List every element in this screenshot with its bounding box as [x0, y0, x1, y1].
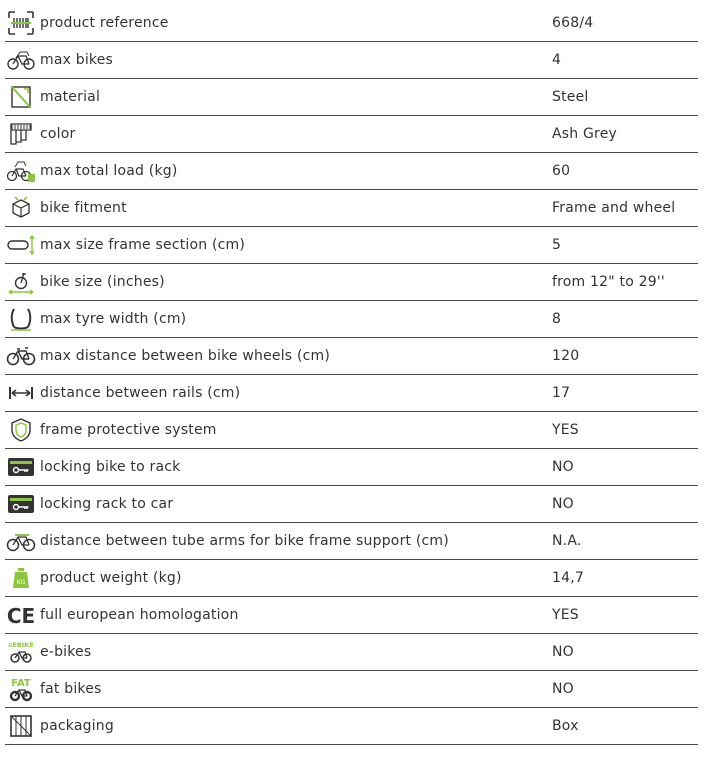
- bikes-icon: [5, 45, 37, 75]
- tyre-width-icon: [5, 304, 37, 334]
- material-icon: [5, 82, 37, 112]
- spec-row-max-total-load: [5, 153, 698, 190]
- spec-value: from 12" to 29'': [552, 274, 665, 290]
- spec-value: YES: [552, 607, 579, 623]
- weight-icon: [5, 563, 37, 593]
- spec-value: 4: [552, 52, 562, 68]
- spec-value: 5: [552, 237, 562, 253]
- spec-value: NO: [552, 496, 574, 512]
- ce-mark-icon: [5, 600, 37, 630]
- spec-row-fat-bikes: [5, 671, 698, 708]
- frame-section-icon: [5, 230, 37, 260]
- spec-value: Steel: [552, 89, 589, 105]
- spec-label: max size frame section (cm): [40, 237, 246, 253]
- spec-value: 120: [552, 348, 580, 364]
- spec-value: NO: [552, 644, 574, 660]
- fitment-icon: [5, 193, 37, 223]
- spec-row-product-reference: [5, 5, 698, 42]
- spec-value: NO: [552, 681, 574, 697]
- lock-car-icon: [5, 489, 37, 519]
- bikes-load-icon: [5, 156, 37, 186]
- fatbike-icon: [5, 674, 37, 704]
- spec-value: YES: [552, 422, 579, 438]
- spec-label: color: [40, 126, 76, 142]
- spec-row-lock-car: [5, 486, 698, 523]
- rails-distance-icon: [5, 378, 37, 408]
- spec-row-e-bikes: [5, 634, 698, 671]
- spec-label: bike size (inches): [40, 274, 165, 290]
- spec-label: locking rack to car: [40, 496, 174, 512]
- spec-label: bike fitment: [40, 200, 127, 216]
- spec-label: max total load (kg): [40, 163, 178, 179]
- spec-row-tube-arms: [5, 523, 698, 560]
- spec-value: 8: [552, 311, 562, 327]
- spec-label: distance between rails (cm): [40, 385, 241, 401]
- wheel-distance-icon: [5, 341, 37, 371]
- spec-row-wheel-distance: [5, 338, 698, 375]
- weight-icon-text: KG: [16, 579, 26, 586]
- spec-label: product reference: [40, 15, 169, 31]
- spec-label: distance between tube arms for bike frame support (cm): [40, 533, 449, 549]
- ebike-icon-text: EBIKE: [12, 641, 34, 649]
- barcode-scan-icon: [5, 8, 37, 38]
- spec-label: max distance between bike wheels (cm): [40, 348, 331, 364]
- spec-row-frame-section: [5, 227, 698, 264]
- spec-label: locking bike to rack: [40, 459, 181, 475]
- spec-row-rails-distance: [5, 375, 698, 412]
- tube-arms-icon: [5, 526, 37, 556]
- spec-value: Box: [552, 718, 579, 734]
- fatbike-icon-text: FAT: [11, 678, 31, 689]
- spec-row-color: [5, 116, 698, 153]
- spec-value: Frame and wheel: [552, 200, 676, 216]
- spec-row-bike-size: [5, 264, 698, 301]
- spec-label: full european homologation: [40, 607, 239, 623]
- spec-row-bike-fitment: [5, 190, 698, 227]
- spec-label: fat bikes: [40, 681, 102, 697]
- bike-size-icon: [5, 267, 37, 297]
- spec-row-material: [5, 79, 698, 116]
- spec-label: product weight (kg): [40, 570, 182, 586]
- color-swatch-icon: [5, 119, 37, 149]
- spec-row-homologation: [5, 597, 698, 634]
- spec-row-tyre-width: [5, 301, 698, 338]
- spec-label: material: [40, 89, 101, 105]
- spec-row-packaging: [5, 708, 698, 745]
- spec-value: 668/4: [552, 15, 594, 31]
- spec-value: 17: [552, 385, 571, 401]
- ce-mark-text: CE: [6, 604, 36, 628]
- spec-label: frame protective system: [40, 422, 217, 438]
- spec-label: max bikes: [40, 52, 114, 68]
- spec-row-product-weight: [5, 560, 698, 597]
- shield-icon: [5, 415, 37, 445]
- spec-row-lock-bike: [5, 449, 698, 486]
- spec-table: [5, 5, 698, 745]
- spec-row-frame-protection: [5, 412, 698, 449]
- packaging-icon: [5, 711, 37, 741]
- lock-bike-icon: [5, 452, 37, 482]
- spec-value: 14,7: [552, 570, 584, 586]
- spec-value: 60: [552, 163, 571, 179]
- spec-row-max-bikes: [5, 42, 698, 79]
- spec-label: packaging: [40, 718, 114, 734]
- spec-value: Ash Grey: [552, 126, 617, 142]
- spec-value: N.A.: [552, 533, 582, 549]
- spec-value: NO: [552, 459, 574, 475]
- spec-label: e-bikes: [40, 644, 92, 660]
- ebike-icon: [5, 637, 37, 667]
- spec-label: max tyre width (cm): [40, 311, 187, 327]
